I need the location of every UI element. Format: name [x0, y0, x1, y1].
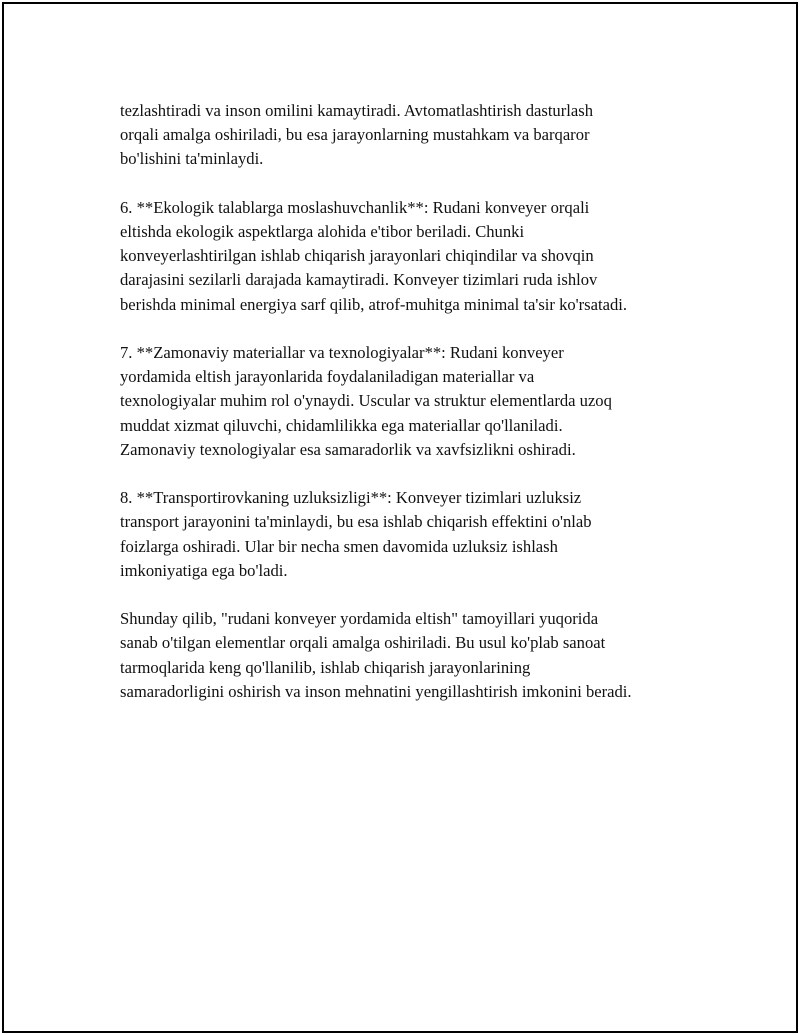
document-page: [2, 2, 798, 1033]
document-body: [120, 99, 710, 728]
paragraph-item-6-ecological: 6. **Ekologik talablarga moslashuvchanlik**: Rudani konveyer orqali eltishda ekologik aspektlarga alohida e'tibor beriladi. Chunki konveyerlashtirilgan ishlab chiqarish jarayonlari chiqindilar va shovqin darajasini sezilarli darajada kamaytiradi. Konveyer tizimlari ruda ishlov berishda minimal energiya sarf qilib, atrof-muhitga minimal ta'sir ko'rsatadi.: [120, 197, 628, 314]
paragraph-item-8-continuity: 8. **Transportirovkaning uzluksizligi**: Konveyer tizimlari uzluksiz transport jarayonini ta'minlaydi, bu esa ishlab chiqarish effektini o'nlab foizlarga oshiradi. Ular bir necha smen davomida uzluksiz ishlash imkoniyatiga ega bo'ladi.: [120, 488, 592, 580]
paragraph-intro-continuation: tezlashtiradi va inson omilini kamaytiradi. Avtomatlashtirish dasturlash orqali amalga oshiriladi, bu esa jarayonlarning mustahkam va barqaror bo'lishini ta'minlaydi.: [120, 101, 593, 169]
paragraph-conclusion: Shunday qilib, "rudani konveyer yordamida eltish" tamoyillari yuqorida sanab o'tilgan elementlar orqali amalga oshiriladi. Bu usul ko'plab sanoat tarmoqlarida keng qo'llanilib, ishlab chiqarish jarayonlarining samaradorligini oshirish va inson mehnatini yengillashtirish imkonini beradi.: [120, 609, 632, 701]
paragraph-item-7-materials: 7. **Zamonaviy materiallar va texnologiyalar**: Rudani konveyer yordamida eltish jarayonlarida foydalaniladigan materiallar va texnologiyalar muhim rol o'ynaydi. Uscular va struktur elementlarda uzoq muddat xizmat qiluvchi, chidamlilikka ega materiallar qo'llaniladi. Zamonaviy texnologiyalar esa samaradorlik va xavfsizlikni oshiradi.: [120, 343, 612, 459]
